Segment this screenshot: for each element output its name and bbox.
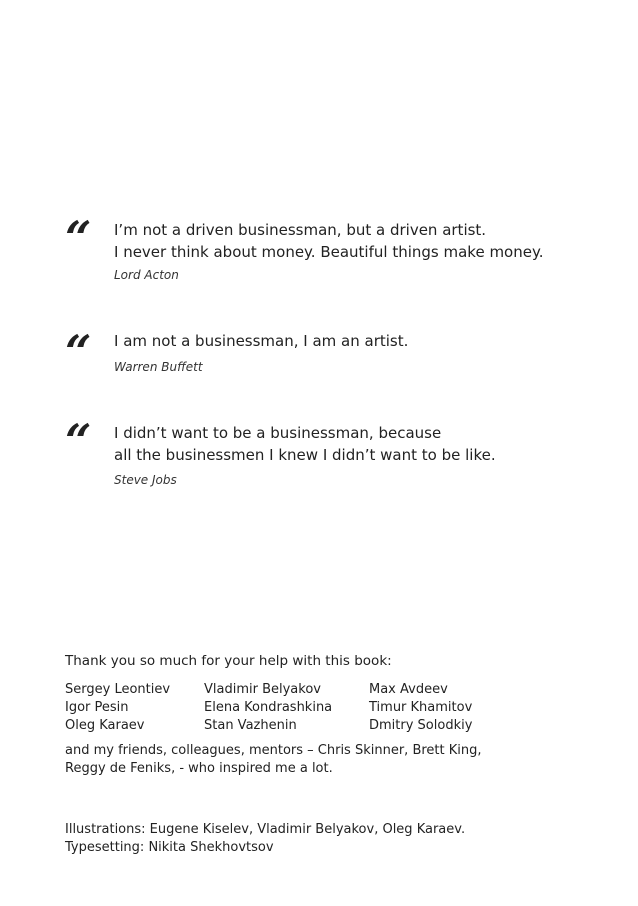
person-name: Igor Pesin	[65, 700, 129, 715]
quote-line: I am not a businessman, I am an artist.	[114, 332, 409, 350]
quote-line: I didn’t want to be a businessman, because	[114, 424, 442, 442]
names-row	[65, 717, 585, 735]
person-name: Stan Vazhenin	[204, 718, 297, 733]
quote-line: I never think about money. Beautiful things make money.	[114, 243, 544, 261]
friends-line: and my friends, colleagues, mentors – Chris Skinner, Brett King,	[65, 743, 482, 758]
person-name: Timur Khamitov	[369, 700, 473, 715]
person-name: Elena Kondrashkina	[204, 700, 333, 715]
quote-author: Steve Jobs	[114, 473, 177, 487]
quote-text	[114, 219, 614, 263]
names-row	[65, 699, 585, 717]
typesetting-credit: Typesetting: Nikita Shekhovtsov	[65, 840, 274, 855]
person-name: Vladimir Belyakov	[204, 682, 321, 697]
credits	[65, 821, 465, 857]
person-name: Sergey Leontiev	[65, 682, 171, 697]
person-name: Oleg Karaev	[65, 718, 145, 733]
names-row	[65, 681, 585, 699]
quotation-mark-icon: “	[65, 211, 92, 265]
quote-line: all the businessmen I knew I didn’t want to be like.	[114, 446, 496, 464]
quotation-mark-icon: “	[65, 325, 92, 379]
quote-text	[114, 330, 614, 352]
quotation-mark-icon: “	[65, 414, 92, 468]
quote-line: I’m not a driven businessman, but a driven artist.	[114, 221, 487, 239]
quote-author: Lord Acton	[114, 268, 179, 282]
friends-line: Reggy de Feniks, - who inspired me a lot.	[65, 761, 333, 776]
person-name: Max Avdeev	[369, 682, 448, 697]
acknowledgements-friends	[65, 742, 482, 778]
acknowledgements-names	[65, 681, 585, 735]
quote-author: Warren Buffett	[114, 360, 203, 374]
quote-text	[114, 422, 614, 466]
person-name: Dmitry Solodkiy	[369, 718, 473, 733]
acknowledgements-title: Thank you so much for your help with this book:	[65, 653, 392, 669]
illustrations-credit: Illustrations: Eugene Kiselev, Vladimir Belyakov, Oleg Karaev.	[65, 822, 466, 837]
